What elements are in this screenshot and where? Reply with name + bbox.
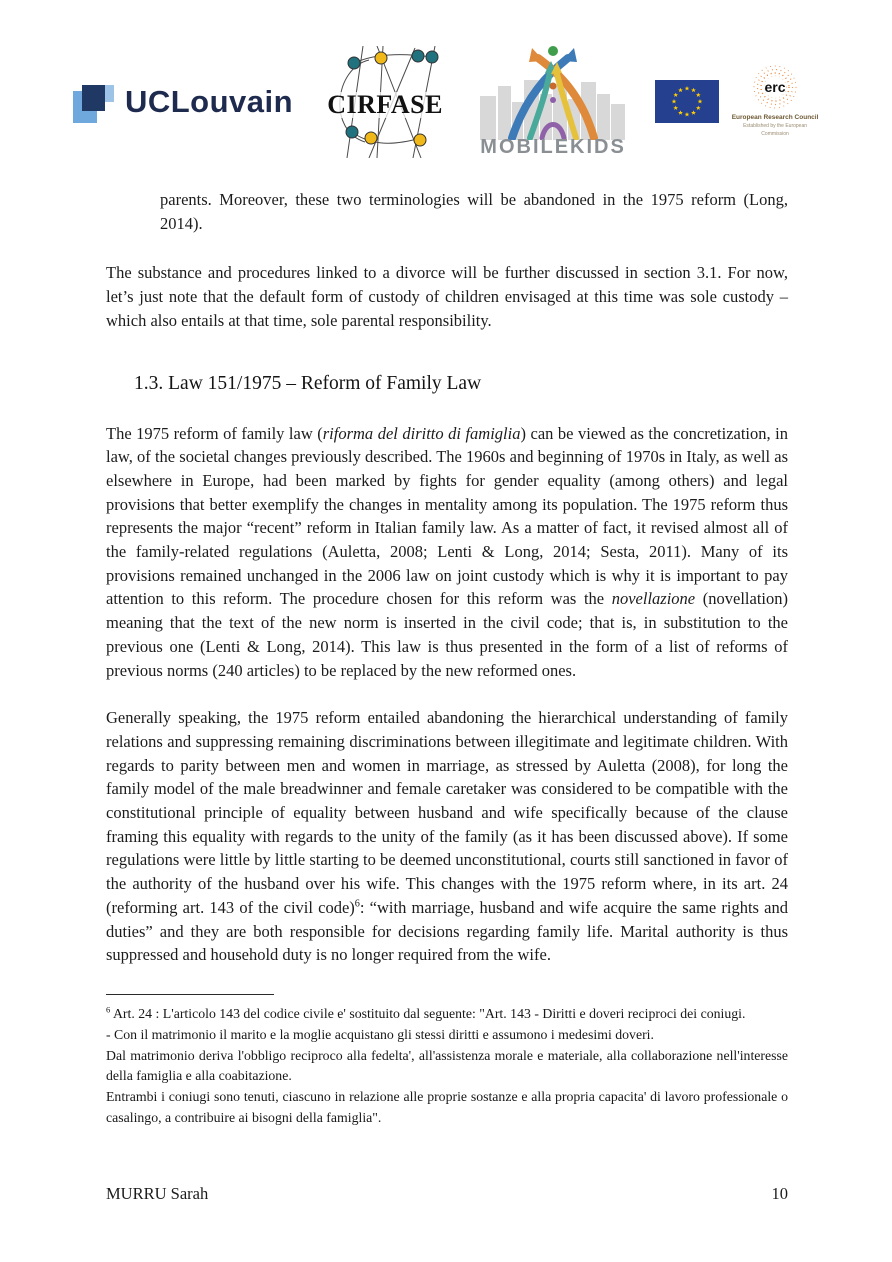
footnote-separator [106, 994, 274, 995]
footnote-paragraph [106, 1004, 788, 1025]
footer-author: MURRU Sarah [106, 1184, 209, 1203]
mobilekids-wordmark: MOBILEKIDS [480, 136, 626, 158]
italic-phrase: novellazione [611, 589, 696, 609]
logo-header [0, 0, 892, 158]
italic-phrase: riforma del diritto di famiglia [322, 423, 521, 443]
mobilekids-skyline-icon [478, 44, 628, 140]
document-body [106, 188, 788, 1129]
erc-caption: European Research Council [731, 113, 819, 121]
footnote-paragraph: Entrambi i coniugi sono tenuti, ciascuno in relazione alle proprie sostanze e alla propria capacita' di lavoro professionale o casalingo, a contribuire ai bisogni della famiglia". [106, 1089, 788, 1125]
footnote-reference: 6 [354, 898, 360, 910]
indented-quote-paragraph: parents. Moreover, these two terminologies will be abandoned in the 1975 reform (Long, 2014). [160, 190, 788, 233]
footnote-text: Art. 24 : L'articolo 143 del codice civile e' sostituito dal seguente: "Art. 143 - Diritti e doveri reciproci dei coniugi. [110, 1005, 746, 1021]
eu-flag-icon [655, 80, 719, 123]
uclouvain-wordmark: UCLouvain [124, 83, 294, 119]
paragraph-text: : “with marriage, husband and wife acquire the same rights and duties” and they are both responsible for decisions regarding family life. Marital authority is thus suppressed and household duty is no longer required from the wife. [106, 897, 788, 965]
paragraph-general [106, 706, 788, 967]
footnote-section [106, 1004, 788, 1129]
mobilekids-logo [477, 44, 629, 159]
section-heading: 1.3. Law 151/1975 – Reform of Family Law [134, 372, 482, 394]
uclouvain-navy-square [82, 85, 105, 111]
uclouvain-logo-icon [73, 79, 117, 125]
paragraph-text: (novellation) meaning that the text of the new norm is inserted in the civil code; that is, in substitution to the previous one (Lenti & Long, 2014). This law is thus presented in the form of a list of reforms of previous norms (240 articles) to be replaced by the new reformed ones. [106, 589, 788, 680]
page-footer [106, 1184, 788, 1204]
footnote-paragraph: Dal matrimonio deriva l'obbligo reciproco alla fedelta', all'assistenza morale e materiale, alla collaborazione nell'interesse della famiglia e alla coabitazione. [106, 1047, 788, 1084]
erc-sunburst-icon [732, 65, 818, 113]
uclouvain-logo [73, 79, 293, 125]
paragraph-divorce: The substance and procedures linked to a divorce will be further discussed in section 3.1. For now, let’s just note that the default form of custody of children envisaged at this time was sole custody – which also entails at that time, sole parental responsibility. [106, 263, 788, 330]
cirfase-wordmark: CIRFASE [327, 89, 443, 119]
footer-page-number: 10 [771, 1184, 788, 1203]
cirfase-logo [319, 46, 451, 158]
paragraph-text: Generally speaking, the 1975 reform entailed abandoning the hierarchical understanding of family relations and suppressing remaining discriminations between illegitimate and legitimate children. With regards to parity between men and women in marriage, as stressed by Auletta (2008), for long the family model of the male breadwinner and female caretaker was considered to be compatible with the constitutional principle of equality between husband and wife specifically because of the clause framing this equality with regards to the unity of the family (as it has been discussed above). If some regulations were little by little starting to be deemed unconstitutional, courts still sanctioned in favor of the authority of the husband over his wife. This changes with the 1975 reform where, in its art. 24 (reforming art. 143 of the civil code) [106, 708, 788, 917]
eu-erc-logo [655, 65, 819, 139]
paragraph-text: The 1975 reform of family law ( [106, 423, 323, 443]
footnote-marker: 6 [106, 1004, 111, 1015]
paragraph-reform-law [106, 422, 788, 683]
erc-logo [731, 65, 819, 139]
erc-subcaption: Established by the European Commission [743, 123, 808, 138]
erc-wordmark: erc [764, 78, 786, 95]
paragraph-text: ) can be viewed as the concretization, in law, of the societal changes previously described. The 1960s and beginning of 1970s in Italy, as well as elsewhere in Europe, had been marked by fights for gender equality (among others) and legal provisions that better exemplify the changes in mentality among its population. The 1975 reform thus represents the major “recent” reform in Italian family law. As a matter of fact, it revised almost all of the family-related regulations (Auletta, 2008; Lenti & Long, 2014; Sesta, 2011). Many of its provisions remained unchanged in the 2006 law on joint custody which is why it is important to pay attention to this reform. The procedure chosen for this reform was the [106, 423, 788, 609]
footnote-paragraph: - Con il matrimonio il marito e la moglie acquistano gli stessi diritti e assumono i medesimi doveri. [106, 1026, 654, 1042]
